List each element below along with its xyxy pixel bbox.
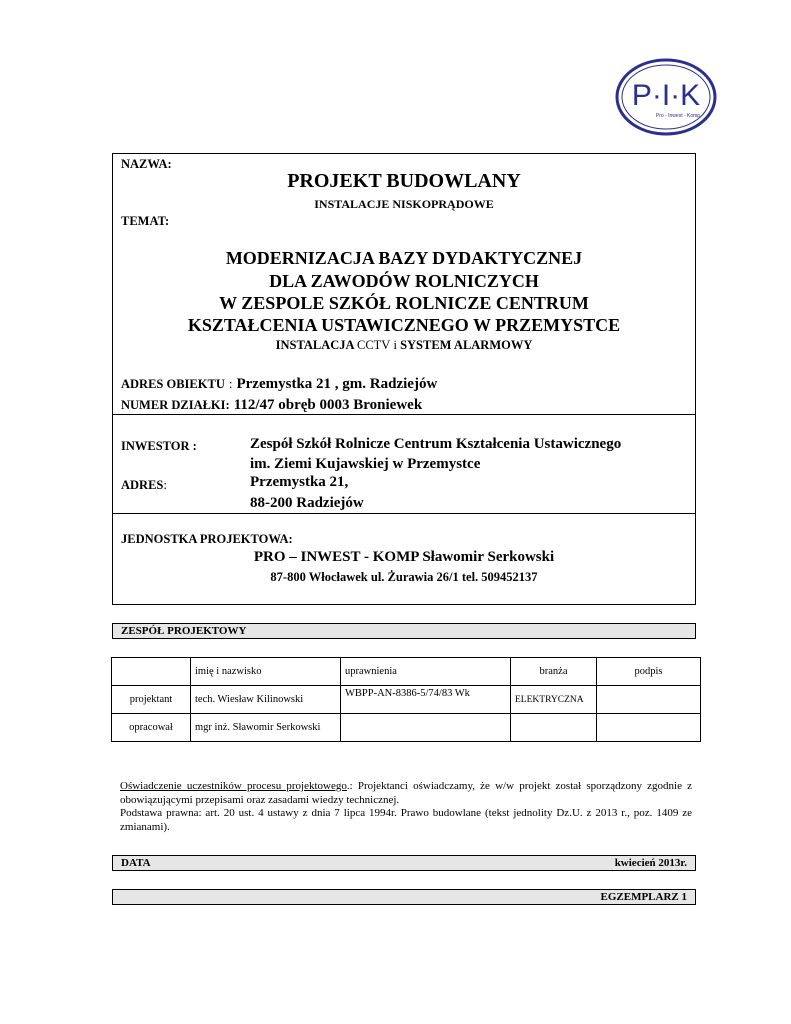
investor-name-line-2: im. Ziemi Kujawskiej w Przemystce bbox=[250, 456, 481, 472]
date-value: kwiecień 2013r. bbox=[614, 857, 687, 869]
plot-label: NUMER DZIAŁKI: bbox=[121, 398, 230, 412]
logo-tagline: Pro - Inwest - Komp bbox=[655, 113, 701, 119]
statement-text-1: .: Projektanci oświadczamy, że w/w projekt został sporządzony zgodnie z obowiązującymi przepisami oraz zasadami wiedzy technicznej. bbox=[120, 780, 692, 806]
statement bbox=[120, 780, 692, 835]
object-address-label: ADRES OBIEKTU bbox=[121, 377, 225, 391]
company-logo-graphic bbox=[614, 57, 718, 137]
table-header-cell: branża bbox=[511, 658, 597, 686]
topic-line-3: W ZESPOLE SZKÓŁ ROLNICZE CENTRUM bbox=[219, 293, 589, 313]
divider bbox=[113, 513, 695, 514]
investor-address-label: ADRES bbox=[121, 478, 164, 492]
statement-heading: Oświadczenie uczestników procesu projektowego bbox=[120, 780, 347, 792]
team-table bbox=[111, 657, 701, 742]
table-cell bbox=[597, 686, 701, 714]
investor-address-row bbox=[121, 476, 167, 494]
scope-part-3: i bbox=[393, 338, 397, 352]
designer-label: JEDNOSTKA PROJEKTOWA: bbox=[121, 532, 293, 546]
topic-line-4: KSZTAŁCENIA USTAWICZNEGO W PRZEMYSTCE bbox=[187, 315, 621, 335]
investor-address-line-1: Przemystka 21, bbox=[250, 474, 349, 490]
table-cell: WBPP-AN-8386-5/74/83 Wk bbox=[341, 686, 511, 714]
table-cell: tech. Wiesław Kilinowski bbox=[191, 686, 341, 714]
investor-name-line-1: Zespół Szkół Rolnicze Centrum Kształcenia Ustawicznego bbox=[250, 436, 622, 452]
scope-part-4: SYSTEM ALARMOWY bbox=[400, 338, 533, 352]
table-header-cell: podpis bbox=[597, 658, 701, 686]
scope-part-1: INSTALACJA bbox=[275, 338, 354, 352]
table-cell bbox=[341, 714, 511, 742]
table-row bbox=[112, 686, 701, 714]
table-row bbox=[112, 714, 701, 742]
plot-value: 112/47 obręb 0003 Broniewek bbox=[233, 397, 423, 413]
investor-address-sep: : bbox=[163, 477, 167, 492]
table-header-cell: uprawnienia bbox=[341, 658, 511, 686]
table-cell bbox=[511, 714, 597, 742]
object-address-sep: : bbox=[228, 376, 233, 391]
topic-label: TEMAT: bbox=[121, 214, 170, 228]
title-block bbox=[112, 153, 696, 605]
table-cell bbox=[597, 714, 701, 742]
object-address-row bbox=[121, 375, 437, 393]
topic-line-2: DLA ZAWODÓW ROLNICZYCH bbox=[269, 271, 539, 291]
name-label: NAZWA: bbox=[121, 157, 172, 171]
logo-letters: P·I·K bbox=[631, 79, 701, 112]
designer-company: PRO – INWEST - KOMP Sławomir Serkowski bbox=[253, 549, 555, 565]
team-section-title: ZESPÓŁ PROJEKTOWY bbox=[121, 625, 247, 637]
table-header-cell: imię i nazwisko bbox=[191, 658, 341, 686]
copy-bar bbox=[112, 889, 696, 905]
plot-row bbox=[121, 396, 422, 414]
statement-paragraph-2: Podstawa prawna: art. 20 ust. 4 ustawy z dnia 7 lipca 1994r. Prawo budowlane (tekst jednolity Dz.U. z 2013 r., poz. 1409 ze zmianami). bbox=[120, 807, 692, 834]
table-header-row bbox=[112, 658, 701, 686]
date-bar bbox=[112, 855, 696, 871]
scope-line bbox=[113, 338, 695, 353]
investor-label: INWESTOR : bbox=[121, 439, 197, 453]
object-address-value: Przemystka 21 , gm. Radziejów bbox=[236, 376, 438, 392]
table-cell: mgr inż. Sławomir Serkowski bbox=[191, 714, 341, 742]
scope-part-2: CCTV bbox=[357, 338, 391, 352]
project-subtitle: INSTALACJE NISKOPRĄDOWE bbox=[314, 197, 494, 211]
table-header-cell bbox=[112, 658, 191, 686]
company-logo bbox=[614, 57, 718, 137]
table-cell: opracował bbox=[112, 714, 191, 742]
team-section-bar bbox=[112, 623, 696, 639]
investor-address-line-2: 88-200 Radziejów bbox=[250, 495, 364, 511]
topic-line-1: MODERNIZACJA BAZY DYDAKTYCZNEJ bbox=[225, 248, 583, 268]
table-cell: ELEKTRYCZNA bbox=[511, 686, 597, 714]
table-cell: projektant bbox=[112, 686, 191, 714]
statement-paragraph-1 bbox=[120, 780, 692, 807]
project-title: PROJEKT BUDOWLANY bbox=[287, 170, 521, 192]
divider bbox=[113, 414, 695, 415]
copy-label: EGZEMPLARZ 1 bbox=[600, 891, 687, 903]
designer-address: 87-800 Włocławek ul. Żurawia 26/1 tel. 509452137 bbox=[270, 570, 538, 584]
date-label: DATA bbox=[121, 857, 151, 869]
